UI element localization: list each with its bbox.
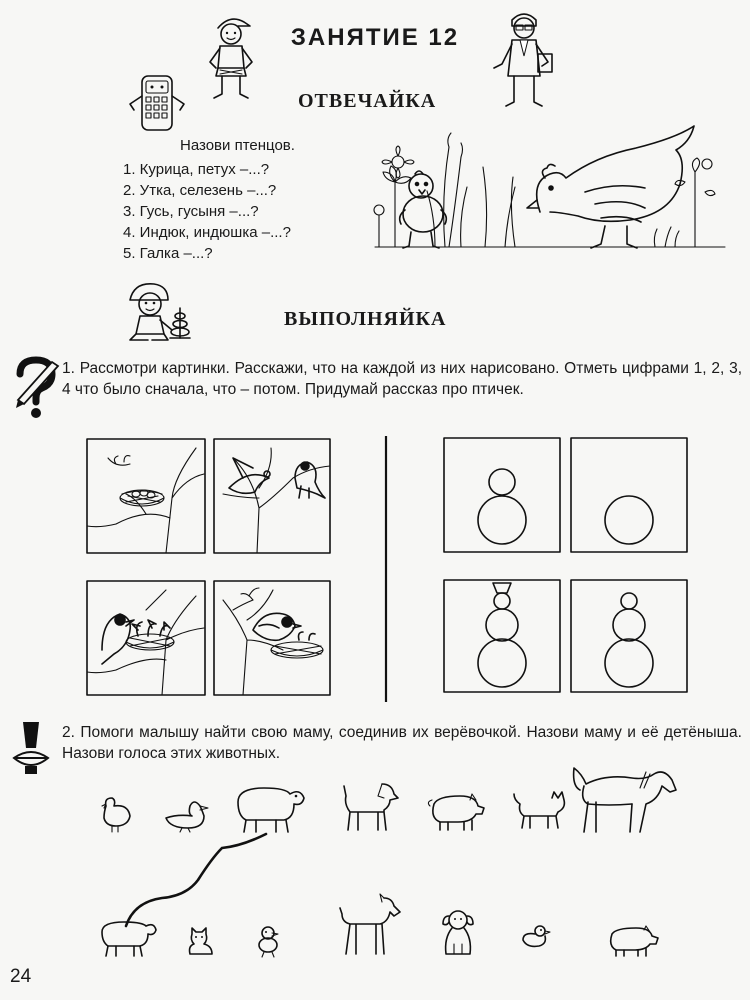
bird-feeding-frame <box>213 580 331 696</box>
birds-building-frame <box>213 438 331 554</box>
teacher-icon <box>490 6 560 110</box>
otvechaika-title: ОТВЕЧАЙКА <box>298 90 437 112</box>
question-intro: Назови птенцов. <box>180 137 295 154</box>
snowman-two-circles-frame <box>443 437 561 553</box>
vypolnyaika-title: ВЫПОЛНЯЙКА <box>284 308 447 330</box>
page-number: 24 <box>10 966 32 987</box>
question-item: 4. Индюк, индюшка –...? <box>123 224 291 241</box>
cat-icon <box>512 792 568 830</box>
task-1-text: 1. Рассмотри картинки. Расскажи, что на каждой из них нарисовано. Отметь цифрами 1, 2, 3, 4 что было сначала, что – потом. Придумай рассказ про птичек. <box>62 360 742 398</box>
vertical-divider <box>384 436 388 702</box>
piglet-icon <box>604 924 660 956</box>
pencil-question-icon <box>12 356 60 420</box>
puppy-icon <box>440 908 476 958</box>
rope-line <box>120 832 270 932</box>
foal-icon <box>336 894 402 956</box>
lamb-icon <box>96 918 158 958</box>
mouth-exclamation-icon <box>10 718 52 776</box>
boy-with-pyramid-icon <box>124 280 194 344</box>
lesson-title: ЗАНЯТИЕ 12 <box>290 24 460 51</box>
hen-icon <box>98 792 132 832</box>
chick-icon <box>254 924 282 958</box>
phone-character-icon <box>126 72 188 134</box>
duck-icon <box>160 798 210 832</box>
kitten-icon <box>186 926 216 956</box>
question-item: 5. Галка –...? <box>123 245 213 262</box>
nest-chicks-frame <box>86 580 206 696</box>
question-item: 3. Гусь, гусыня –...? <box>123 203 259 220</box>
snowman-with-hat-frame <box>443 579 561 693</box>
task-2-text: 2. Помоги малышу найти свою маму, соединив их верёвочкой. Назови маму и её детёныша. Назови голоса этих животных. <box>62 724 742 762</box>
duckling-icon <box>520 924 550 950</box>
question-item: 2. Утка, селезень –...? <box>123 182 277 199</box>
snowman-one-circle-frame <box>570 437 688 553</box>
dog-icon <box>338 778 400 834</box>
question-list <box>123 159 291 264</box>
pig-icon <box>426 792 486 830</box>
sheep-icon <box>232 782 306 834</box>
nest-empty-frame <box>86 438 206 554</box>
question-item: 1. Курица, петух –...? <box>123 161 270 178</box>
hen-and-chick-illustration <box>365 122 740 257</box>
snowman-three-circles-frame <box>570 579 688 693</box>
horse-icon <box>570 762 674 836</box>
